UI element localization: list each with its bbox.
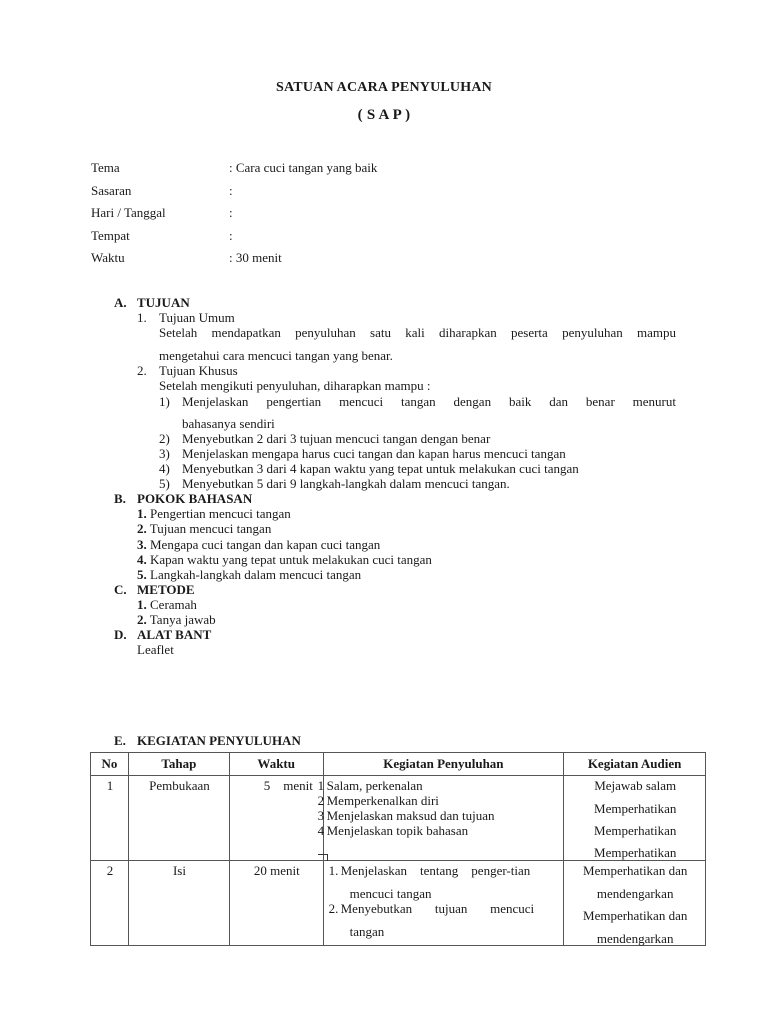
row1-kegiatan-num: 4 [317, 823, 325, 838]
table-header-row [91, 753, 706, 776]
page-subtitle: ( S A P ) [357, 107, 411, 123]
table-row [91, 861, 706, 946]
row1-audien-item: Memperhatikan [594, 845, 677, 860]
table-cell-kegiatan [317, 776, 564, 861]
row2-waktu: 20 menit [253, 863, 300, 878]
row1-no: 1 [106, 778, 114, 793]
metode-item-num: 1. [137, 597, 147, 612]
table-cell-waktu [229, 776, 323, 861]
section-c-letter: C. [114, 582, 127, 597]
table-cell-tahap [128, 861, 229, 946]
table-header-kegiatan-penyuluhan: Kegiatan Penyuluhan [323, 753, 564, 776]
row2-audien-line: Memperhatikan dan [583, 863, 688, 878]
pokok-item: Tujuan mencuci tangan [149, 521, 272, 536]
row2-tahap: Isi [172, 863, 186, 878]
row1-waktu: 5 menit [263, 778, 313, 793]
table-cell-no [91, 861, 129, 946]
tujuan-khusus-intro: Setelah mengikuti penyuluhan, diharapkan mampu : [159, 378, 431, 393]
info-label-sasaran: Sasaran [91, 183, 132, 198]
metode-item: Tanya jawab [149, 612, 216, 627]
row1-kegiatan-num: 2 [317, 793, 325, 808]
section-c-heading: METODE [137, 582, 195, 597]
row2-no: 2 [106, 863, 114, 878]
section-e-heading: KEGIATAN PENYULUHAN [137, 733, 301, 748]
row1-audien-item: Memperhatikan [594, 823, 677, 838]
pokok-item-num: 1. [137, 506, 147, 521]
row2-audien-line: mendengarkan [596, 886, 674, 901]
alat-bantu-value: Leaflet [137, 642, 174, 657]
pokok-item: Mengapa cuci tangan dan kapan cuci tangan [150, 537, 381, 552]
row1-audien-item: Mejawab salam [594, 778, 677, 793]
metode-item-num: 2. [137, 612, 147, 627]
info-value-hari: : [229, 205, 233, 220]
tujuan-khusus-item-num: 4) [159, 461, 170, 476]
info-value-tema: : Cara cuci tangan yang baik [229, 160, 378, 175]
list-marker-glyph [318, 854, 328, 861]
info-value-tempat: : [229, 228, 233, 243]
tujuan-khusus-item: Menjelaskan pengertian mencuci tangan dengan baik dan benar menurut [182, 394, 676, 409]
row1-kegiatan-num: 3 [317, 808, 325, 823]
table-cell-tahap [128, 776, 229, 861]
row1-kegiatan-item: Menjelaskan topik bahasan [326, 823, 469, 838]
table-header-waktu: Waktu [229, 753, 323, 776]
row1-kegiatan-item: Memperkenalkan diri [326, 793, 439, 808]
tujuan-khusus-item: Menjelaskan mengapa harus cuci tangan dan kapan harus mencuci tangan [182, 446, 566, 461]
section-d-letter: D. [114, 627, 127, 642]
row2-kegiatan-num: 1. [328, 863, 339, 878]
metode-item: Ceramah [150, 597, 197, 612]
row2-kegiatan-num: 2. [328, 901, 339, 916]
table-header-kegiatan-audien: Kegiatan Audien [564, 753, 706, 776]
section-b-heading: POKOK BAHASAN [137, 491, 253, 506]
tujuan-khusus-item-num: 5) [159, 476, 170, 491]
tujuan-umum-line1: Setelah mendapatkan penyuluhan satu kali diharapkan peserta penyuluhan mampu [159, 325, 676, 340]
tujuan-khusus-item: Menyebutkan 3 dari 4 kapan waktu yang tepat untuk melakukan cuci tangan [182, 461, 579, 476]
info-value-sasaran: : [229, 183, 233, 198]
tujuan-khusus-item-num: 1) [159, 394, 170, 409]
info-value-waktu: : 30 menit [229, 250, 282, 265]
row1-kegiatan-num: 1 [317, 778, 325, 793]
info-label-hari: Hari / Tanggal [91, 205, 166, 220]
row1-tahap: Pembukaan [149, 778, 210, 793]
tujuan-khusus-title: Tujuan Khusus [159, 363, 238, 378]
section-b-letter: B. [114, 491, 126, 506]
section-d-heading: ALAT BANT [137, 627, 212, 642]
section-a-heading: TUJUAN [137, 295, 190, 310]
table-cell-no [91, 776, 129, 861]
row1-audien-item: Memperhatikan [594, 801, 677, 816]
table-row [91, 776, 706, 861]
section-e-letter: E. [114, 733, 126, 748]
tujuan-khusus-num: 2. [137, 363, 147, 378]
table-cell-audien [564, 776, 706, 861]
kegiatan-table [90, 752, 706, 946]
row2-audien-line: Memperhatikan dan [583, 908, 688, 923]
pokok-item: Pengertian mencuci tangan [150, 506, 291, 521]
row2-kegiatan-line: tangan [349, 924, 385, 939]
info-label-waktu: Waktu [91, 250, 125, 265]
table-header-tahap: Tahap [128, 753, 229, 776]
row1-kegiatan-item: Salam, perkenalan [326, 778, 423, 793]
table-header-no: No [91, 753, 129, 776]
pokok-item-num: 5. [137, 567, 147, 582]
page-title: SATUAN ACARA PENYULUHAN [276, 80, 492, 95]
tujuan-umum-num: 1. [137, 310, 147, 325]
tujuan-khusus-item-num: 2) [159, 431, 170, 446]
tujuan-umum-line2: mengetahui cara mencuci tangan yang benar. [159, 348, 393, 363]
table-cell-kegiatan [323, 861, 564, 946]
tujuan-khusus-item-num: 3) [159, 446, 170, 461]
row2-kegiatan-line: mencuci tangan [349, 886, 432, 901]
pokok-item-num: 3. [137, 537, 147, 552]
pokok-item: Langkah-langkah dalam mencuci tangan [150, 567, 362, 582]
row2-audien-line: mendengarkan [596, 931, 674, 946]
info-label-tema: Tema [91, 160, 120, 175]
row1-kegiatan-item: Menjelaskan maksud dan tujuan [326, 808, 495, 823]
table-cell-waktu [229, 861, 323, 946]
section-a-letter: A. [114, 295, 127, 310]
tujuan-umum-title: Tujuan Umum [159, 310, 235, 325]
tujuan-khusus-item: Menyebutkan 5 dari 9 langkah-langkah dalam mencuci tangan. [182, 476, 510, 491]
tujuan-khusus-item-cont: bahasanya sendiri [182, 416, 275, 431]
info-label-tempat: Tempat [91, 228, 130, 243]
tujuan-khusus-item: Menyebutkan 2 dari 3 tujuan mencuci tangan dengan benar [182, 431, 491, 446]
row2-kegiatan-line: Menjelaskan tentang penger-tian [340, 863, 531, 878]
row2-kegiatan-line: Menyebutkan tujuan mencuci [340, 901, 535, 916]
pokok-item-num: 4. [137, 552, 147, 567]
table-cell-audien [564, 861, 706, 946]
pokok-item: Kapan waktu yang tepat untuk melakukan cuci tangan [150, 552, 432, 567]
pokok-item-num: 2. [137, 521, 147, 536]
